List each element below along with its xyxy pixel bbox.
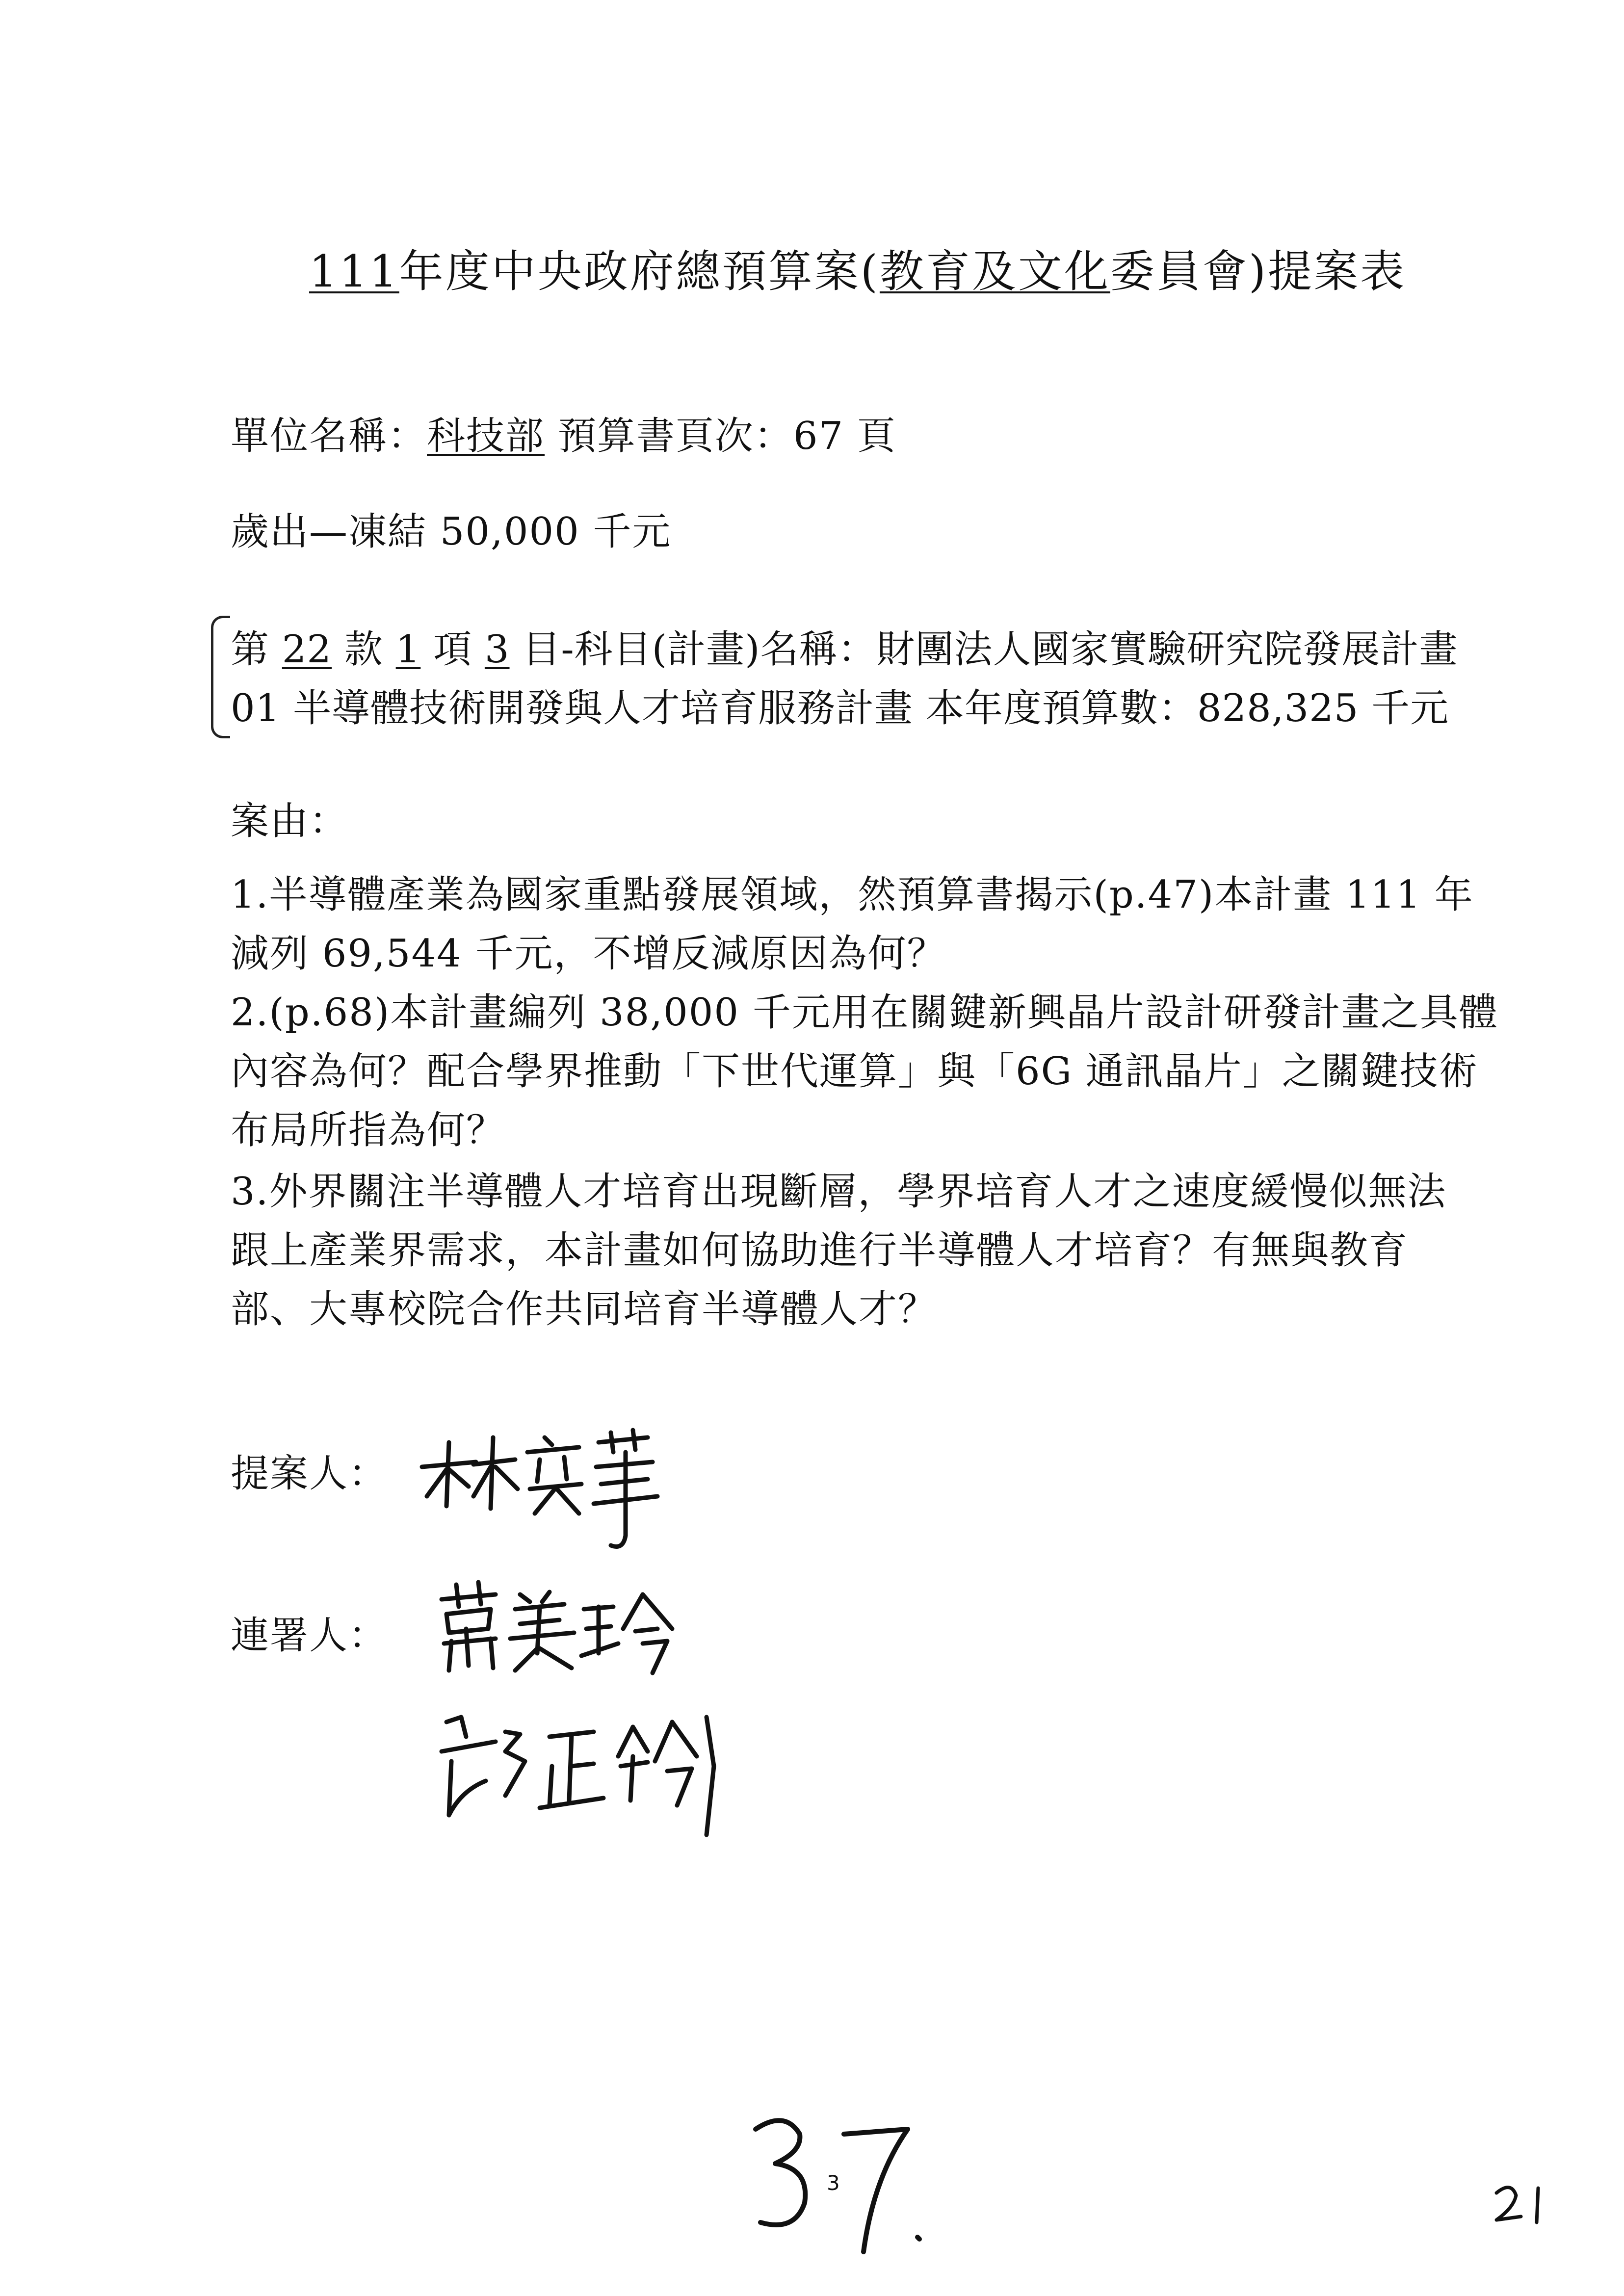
- title-part2: 委員會)提案表: [1110, 246, 1407, 297]
- page-number: 3: [827, 2171, 840, 2195]
- reason-line: 跟上產業界需求，本計畫如何協助進行半導體人才培育？有無與教育: [231, 1228, 1409, 1273]
- subject-xiang: 1: [395, 627, 421, 672]
- title-committee: 教育及文化: [879, 246, 1110, 297]
- reason-line: 2.(p.68)本計畫編列 38,000 千元用在關鍵新興晶片設計研發計畫之具體: [231, 991, 1498, 1035]
- reason-line: 1.半導體產業為國家重點發展領域，然預算書揭示(p.47)本計畫 111 年: [231, 873, 1474, 917]
- subject-line-1: 第 22 款 1 項 3 目-科目(計畫)名稱：財團法人國家實驗研究院發展計畫: [231, 627, 1458, 672]
- subject-line-2: 01 半導體技術開發與人才培育服務計畫 本年度預算數：828,325 千元: [231, 686, 1449, 731]
- cosigner-signature-2: [432, 1707, 726, 1847]
- title-year: 111: [309, 246, 399, 297]
- subject-kuan: 22: [282, 627, 332, 672]
- unit-line: [231, 414, 896, 458]
- budget-page: 預算書頁次：67 頁: [545, 414, 896, 458]
- corner-handwritten-number: [1492, 2178, 1555, 2229]
- proposer-label: 提案人：: [231, 1452, 388, 1496]
- reason-line: 布局所指為何？: [231, 1108, 506, 1152]
- form-title: [309, 235, 1406, 299]
- cosigner-signature-1: [437, 1580, 692, 1680]
- cosigner-label: 連署人：: [231, 1614, 388, 1658]
- reason-heading: 案由：: [231, 799, 349, 843]
- handwritten-number: [746, 2105, 952, 2264]
- subject-bracket: [211, 616, 230, 738]
- reason-line: 3.外界關注半導體人才培育出現斷層，學界培育人才之速度緩慢似無法: [231, 1170, 1447, 1214]
- unit-label: 單位名稱：: [231, 414, 427, 458]
- proposer-signature: [417, 1423, 692, 1582]
- reason-line: 部、大專校院合作共同培育半導體人才？: [231, 1287, 938, 1331]
- reason-line: 內容為何？配合學界推動「下世代運算」與「6G 通訊晶片」之關鍵技術: [231, 1049, 1478, 1094]
- unit-name: 科技部: [427, 414, 545, 458]
- reason-line: 減列 69,544 千元，不增反減原因為何？: [231, 932, 946, 976]
- subject-mu: 3: [484, 627, 510, 672]
- expense-line: 歲出—凍結 50,000 千元: [231, 510, 672, 554]
- title-part1: 年度中央政府總預算案(: [399, 246, 880, 297]
